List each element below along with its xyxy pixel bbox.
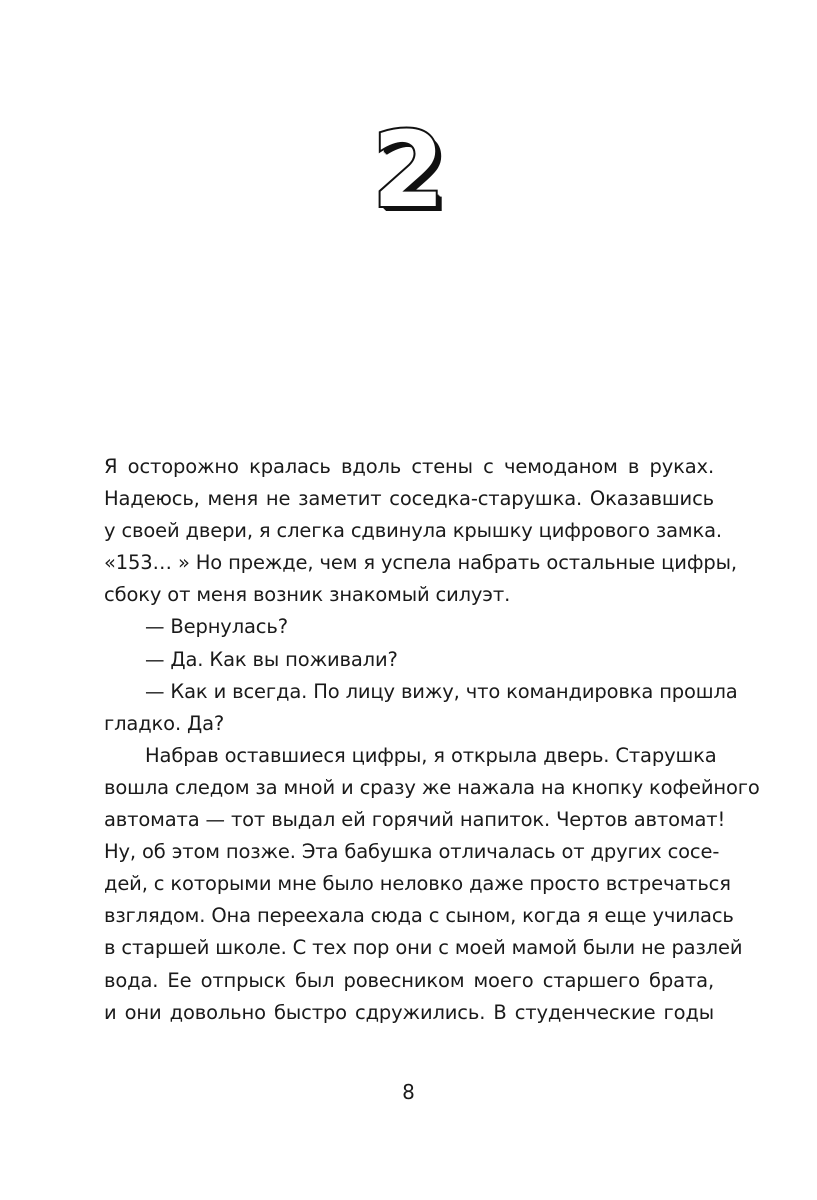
text-line: Надеюсь, меня не заметит соседка-старушка. Оказавшись: [104, 487, 714, 511]
text-line: автомата — тот выдал ей горячий напиток. Чертов автомат!: [104, 808, 726, 832]
text-line: Ну, об этом позже. Эта бабушка отличалась от других сосе-: [104, 840, 720, 864]
text-line: вошла следом за мной и сразу же нажала на кнопку кофейного: [104, 775, 760, 799]
dialogue-line: — Да. Как вы поживали?: [145, 647, 398, 671]
text-line: Я осторожно кралась вдоль стены с чемоданом в руках.: [104, 455, 714, 478]
dialogue-line: — Как и всегда. По лицу вижу, что командировка прошла: [145, 679, 738, 703]
text-line: в старшей школе. С тех пор они с моей мамой были не разлей: [104, 936, 743, 960]
paragraph-start-line: Набрав оставшиеся цифры, я открыла дверь. Старушка: [145, 743, 717, 767]
text-line: и они довольно быстро сдружились. В студенческие годы: [104, 1000, 714, 1024]
chapter-text: [104, 451, 760, 1029]
text-line: взглядом. Она переехала сюда с сыном, когда я еще училась: [104, 904, 734, 928]
text-line: «153… » Но прежде, чем я успела набрать остальные цифры,: [104, 551, 737, 575]
text-line: вода. Ее отпрыск был ровесником моего старшего брата,: [104, 968, 714, 992]
text-line: сбоку от меня возник знакомый силуэт.: [104, 583, 511, 607]
page-number: 8: [402, 1080, 415, 1104]
text-line: у своей двери, я слегка сдвинула крышку цифрового замка.: [104, 519, 722, 543]
dialogue-line: — Вернулась?: [145, 615, 288, 639]
text-line: дей, с которыми мне было неловко даже просто встречаться: [104, 872, 731, 896]
text-line: гладко. Да?: [104, 711, 225, 735]
chapter-number: 2: [372, 109, 445, 231]
